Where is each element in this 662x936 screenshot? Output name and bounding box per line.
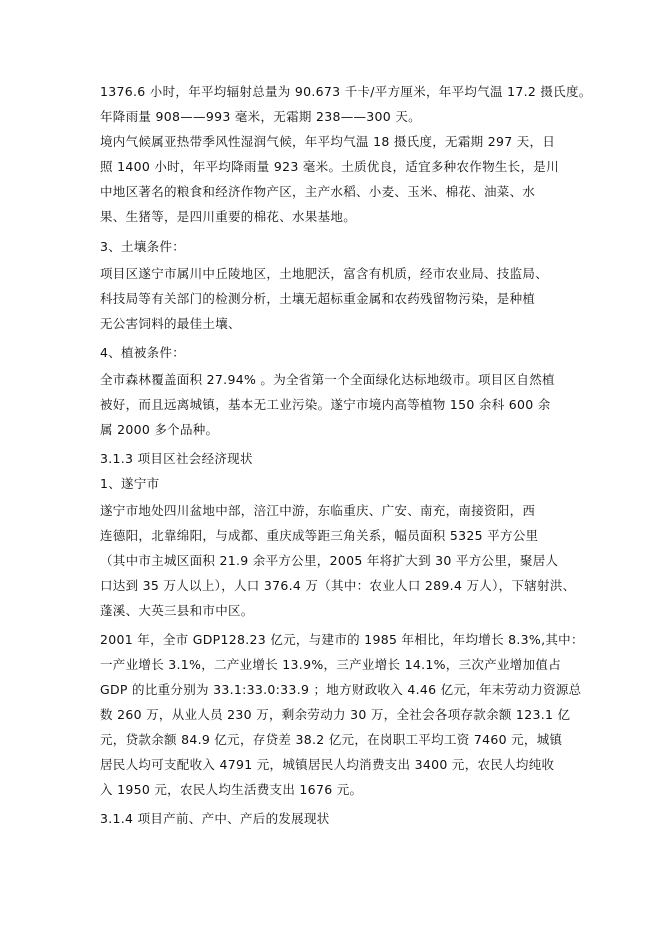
text-line: GDP 的比重分别为 33.1:33.0:33.9 ；地方财政收入 4.46 亿元，年末劳动力资源总 — [100, 682, 582, 697]
section-heading: 3.1.3 项目区社会经济现状 — [100, 451, 253, 466]
text-line: （其中市主城区面积 21.9 余平方公里，2005 年将扩大到 30 平方公里，聚居人 — [100, 553, 559, 568]
text-line: 科技局等有关部门的检测分析，土壤无超标重金属和农药残留物污染，是种植 — [100, 291, 536, 306]
section-heading: 4、植被条件： — [100, 345, 186, 360]
text-line: 无公害饲料的最佳土壤、 — [100, 316, 241, 331]
text-line: 蓬溪、大英三县和市中区。 — [100, 603, 254, 618]
text-line: 全市森林覆盖面积 27.94% 。为全省第一个全面绿化达标地级市。项目区自然植 — [100, 372, 555, 387]
text-line: 口达到 35 万人以上），人口 376.4 万（其中：农业人口 289.4 万人），下辖射洪、 — [100, 578, 576, 593]
text-line: 连德阳，北靠绵阳，与成都、重庆成等距三角关系，幅员面积 5325 平方公里 — [100, 528, 539, 543]
text-line: 被好，而且远离城镇，基本无工业污染。遂宁市境内高等植物 150 余科 600 余 — [100, 397, 551, 412]
section-heading: 1、遂宁市 — [100, 476, 160, 491]
text-line: 年降雨量 908——993 毫米，无霜期 238——300 天。 — [100, 109, 421, 124]
text-line: 属 2000 多个品种。 — [100, 422, 219, 437]
text-line: 1376.6 小时，年平均辐射总量为 90.673 千卡/平方厘米，年平均气温 17.2 摄氏度。 — [100, 84, 592, 99]
section-heading: 3.1.4 项目产前、产中、产后的发展现状 — [100, 811, 330, 826]
section-heading: 3、土壤条件： — [100, 239, 186, 254]
text-line: 数 260 万，从业人员 230 万，剩余劳动力 30 万，全社会各项存款余额 123.1 亿 — [100, 707, 571, 722]
text-line: 一产业增长 3.1%，二产业增长 13.9%，三产业增长 14.1%，三次产业增加值占 — [100, 657, 561, 672]
text-line: 照 1400 小时，年平均降雨量 923 毫米。土质优良，适宜多种农作物生长，是川 — [100, 159, 559, 174]
text-line: 元，贷款余额 84.9 亿元，存贷差 38.2 亿元，在岗职工平均工资 7460 元，城镇 — [100, 732, 563, 747]
text-line: 2001 年，全市 GDP128.23 亿元，与建市的 1985 年相比，年均增长 8.3%,其中： — [100, 632, 584, 647]
text-line: 果、生猪等，是四川重要的棉花、水果基地。 — [100, 209, 357, 224]
text-line: 入 1950 元，农民人均生活费支出 1676 元。 — [100, 782, 363, 797]
text-line: 居民人均可支配收入 4791 元，城镇居民人均消费支出 3400 元，农民人均纯收 — [100, 757, 555, 772]
text-line: 境内气候属亚热带季风性湿润气候，年平均气温 18 摄氏度，无霜期 297 天，日 — [100, 134, 556, 149]
text-line: 项目区遂宁市属川中丘陵地区，土地肥沃，富含有机质，经市农业局、技监局、 — [100, 266, 549, 281]
text-line: 中地区著名的粮食和经济作物产区，主产水稻、小麦、玉米、棉花、油菜、水 — [100, 184, 536, 199]
text-line: 遂宁市地处四川盆地中部，涪江中游，东临重庆、广安、南充，南接资阳，西 — [100, 503, 536, 518]
